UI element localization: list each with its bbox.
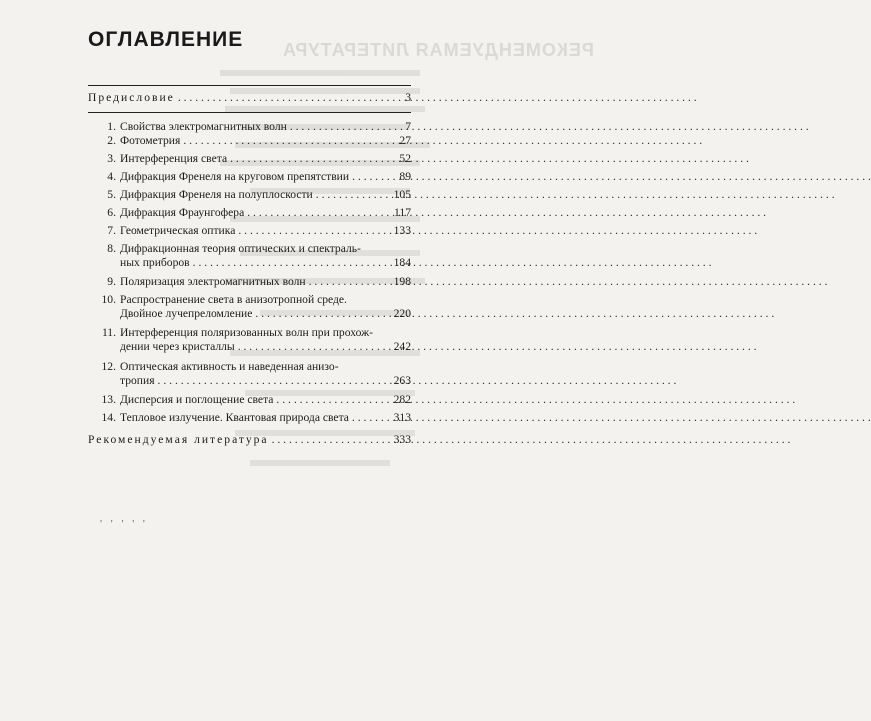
dot-leader bbox=[276, 393, 390, 407]
chapter-page: 282 bbox=[393, 393, 411, 406]
toc-entry-chapter-13[interactable] bbox=[88, 393, 411, 407]
toc-entry-chapter-2[interactable] bbox=[88, 134, 411, 148]
toc-entry-chapter-3[interactable] bbox=[88, 152, 411, 166]
toc-entry-page: 333 bbox=[393, 433, 411, 446]
chapter-title: Поляризация электромагнитных волн bbox=[120, 275, 306, 288]
section-rule bbox=[88, 112, 411, 113]
dot-leader bbox=[290, 120, 390, 134]
dot-leader bbox=[352, 170, 390, 184]
dot-leader bbox=[193, 256, 390, 270]
chapter-number: 3. bbox=[107, 152, 116, 165]
chapter-title-continued: ных приборов bbox=[120, 256, 190, 269]
chapter-number: 7. bbox=[107, 224, 116, 237]
toc-entry-chapter-6[interactable] bbox=[88, 206, 411, 220]
dot-leader bbox=[238, 224, 390, 238]
chapter-number: 6. bbox=[107, 206, 116, 219]
toc-entry-chapter-11[interactable] bbox=[88, 326, 411, 354]
chapter-title-continued: Двойное лучепреломление bbox=[120, 307, 253, 320]
top-rule bbox=[88, 85, 411, 86]
dot-leader bbox=[352, 411, 390, 425]
chapter-title: Оптическая активность и наведенная анизо- bbox=[120, 360, 339, 373]
dot-leader bbox=[238, 340, 390, 354]
chapter-title-continued: дении через кристаллы bbox=[120, 340, 235, 353]
bleed-through-title: РЕКОМЕНДУЕМАЯ ЛИТЕРАТУРА bbox=[282, 40, 594, 60]
toc-entry-chapter-10[interactable] bbox=[88, 293, 411, 321]
dot-leader bbox=[230, 152, 390, 166]
chapter-page: 184 bbox=[393, 256, 411, 269]
toc-entry-label: Предисловие bbox=[88, 91, 175, 104]
chapter-number: 8. bbox=[107, 242, 116, 255]
toc-entry-chapter-12[interactable] bbox=[88, 360, 411, 388]
chapter-title: Интерференция света bbox=[120, 152, 228, 165]
chapter-page: 313 bbox=[393, 411, 411, 424]
chapter-number: 5. bbox=[107, 188, 116, 201]
chapter-title: Тепловое излучение. Квантовая природа света bbox=[120, 411, 349, 424]
chapter-page: 117 bbox=[394, 206, 411, 219]
chapter-title: Дифракция Фраунгофера bbox=[120, 206, 245, 219]
toc-entry-chapter-8[interactable] bbox=[88, 242, 411, 270]
chapter-title: Дифракционная теория оптических и спектраль- bbox=[120, 242, 361, 255]
dot-leader bbox=[309, 275, 390, 289]
chapter-title: Дисперсия и поглощение света bbox=[120, 393, 274, 406]
dot-leader bbox=[158, 374, 390, 388]
chapter-number: 11. bbox=[101, 326, 116, 339]
chapter-page: 105 bbox=[393, 188, 411, 201]
chapter-title: Интерференция поляризованных волн при прохож- bbox=[120, 326, 373, 339]
dot-leader bbox=[183, 134, 390, 148]
dot-leader bbox=[272, 433, 390, 447]
dot-leader bbox=[316, 188, 390, 202]
chapter-number: 10. bbox=[101, 293, 116, 306]
chapter-title: Фотометрия bbox=[120, 134, 181, 147]
chapter-number: 13. bbox=[101, 393, 116, 406]
chapter-page: 89 bbox=[399, 170, 411, 183]
chapter-title: Свойства электромагнитных волн bbox=[120, 120, 287, 133]
chapter-title-continued: тропия bbox=[120, 374, 155, 387]
chapter-number: 4. bbox=[107, 170, 116, 183]
chapter-title: Распространение света в анизотропной среде. bbox=[120, 293, 347, 306]
dot-leader bbox=[178, 91, 390, 105]
toc-entry-chapter-7[interactable] bbox=[88, 224, 411, 238]
chapter-number: 12. bbox=[101, 360, 116, 373]
chapter-title: Геометрическая оптика bbox=[120, 224, 236, 237]
toc-entry-page: 3 bbox=[405, 91, 411, 104]
toc-entry-references[interactable] bbox=[88, 433, 411, 447]
chapter-page: 133 bbox=[393, 224, 411, 237]
toc-entry-chapter-1[interactable] bbox=[88, 120, 411, 134]
stray-marks: ' ' ' ' ' bbox=[100, 518, 148, 530]
page-title: ОГЛАВЛЕНИЕ bbox=[88, 28, 244, 51]
dot-leader bbox=[255, 307, 390, 321]
chapter-page: 7 bbox=[405, 120, 411, 133]
toc-entry-chapter-4[interactable] bbox=[88, 170, 411, 184]
dot-leader bbox=[247, 206, 390, 220]
chapter-page: 263 bbox=[393, 374, 411, 387]
chapter-page: 27 bbox=[399, 134, 411, 147]
chapter-page: 242 bbox=[393, 340, 411, 353]
chapter-title: Дифракция Френеля на полуплоскости bbox=[120, 188, 313, 201]
chapter-page: 220 bbox=[393, 307, 411, 320]
toc-entry-preface[interactable] bbox=[88, 91, 411, 105]
chapter-page: 198 bbox=[393, 275, 411, 288]
chapter-number: 9. bbox=[107, 275, 116, 288]
chapter-title: Дифракция Френеля на круговом препятствии bbox=[120, 170, 350, 183]
toc-entry-chapter-9[interactable] bbox=[88, 275, 411, 289]
chapter-page: 52 bbox=[399, 152, 411, 165]
chapter-number: 14. bbox=[101, 411, 116, 424]
toc-entry-label: Рекомендуемая литература bbox=[88, 433, 269, 446]
toc-entry-chapter-14[interactable] bbox=[88, 411, 411, 425]
toc-entry-chapter-5[interactable] bbox=[88, 188, 411, 202]
chapter-number: 2. bbox=[107, 134, 116, 147]
chapter-number: 1. bbox=[107, 120, 116, 133]
